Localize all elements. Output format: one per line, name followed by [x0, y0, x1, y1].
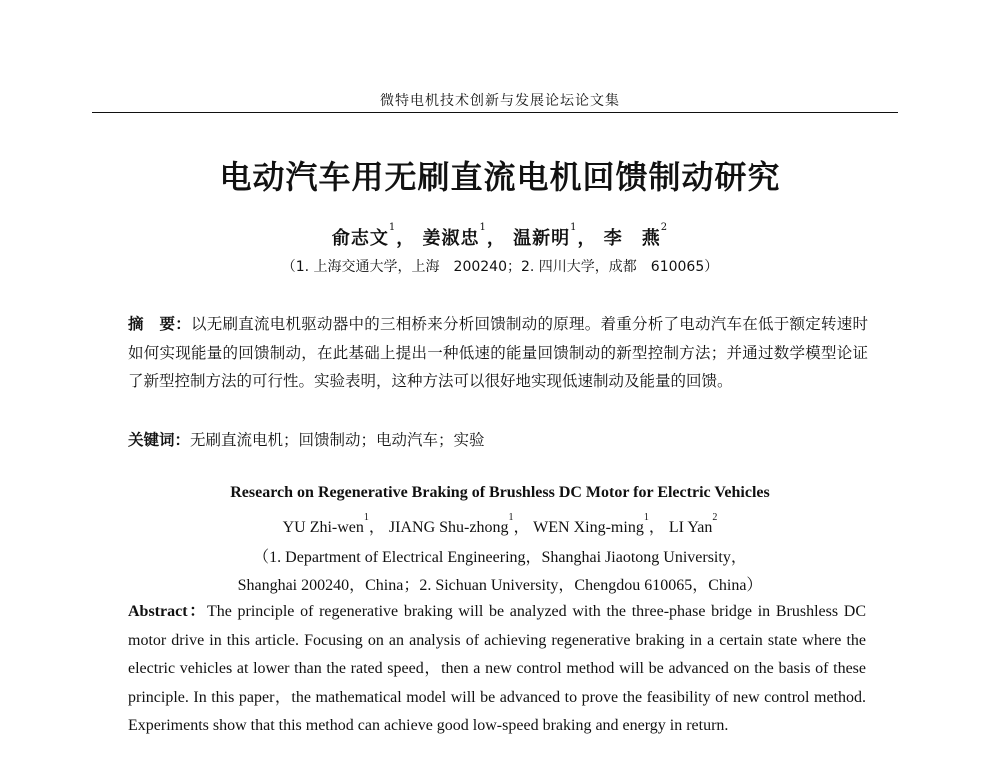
running-header: 微特电机技术创新与发展论坛论文集 — [380, 93, 620, 109]
author-en: JIANG Shu-zhong — [388, 519, 509, 536]
author-zh: 李 燕 — [603, 228, 661, 249]
header-rule — [92, 112, 898, 113]
author-en: WEN Xing-ming — [533, 519, 644, 536]
author-aff-mark: 2 — [712, 512, 718, 523]
author-aff-mark: 1 — [570, 222, 578, 233]
abstract-zh-text: 以无刷直流电机驱动器中的三相桥来分析回馈制动的原理。着重分析了电动汽车在低于额定转速时如何实现能量的回馈制动，在此基础上提出一种低速的能量回馈制动的新型控制方法；并通过数学模型论证了新型控制方法的可行性。实验表明，这种方法可以很好地实现低速制动及能量的回馈。 — [128, 315, 868, 390]
keywords-zh-text: 无刷直流电机；回馈制动；电动汽车；实验 — [190, 431, 485, 449]
author-zh: 温新明 — [513, 228, 571, 249]
authors-zh: 俞志文$^1$， 姜淑忠$^1$， 温新明$^1$， 李 燕$^2$ — [331, 222, 669, 249]
abstract-en-text: The principle of regenerative braking will be analyzed with the three-phase bridge in Brushless DC motor drive in this article. Focusing on an analysis of achieving regenerative braking in a certain state where the electric vehicles at lower than the rated speed，then a new control method will be advanced on the basis of these principle. In this paper，the mathematical model will be advanced to prove the feasibility of new control method. Experiments show that this method can achieve good low-speed braking and energy in return. — [128, 603, 867, 734]
author-en: YU Zhi-wen — [282, 519, 364, 536]
keywords-zh — [128, 428, 868, 452]
paper-title-zh: 电动汽车用无刷直流电机回馈制动研究 — [219, 158, 781, 196]
author-aff-mark: 2 — [660, 222, 669, 233]
author-aff-mark: 1 — [508, 512, 514, 523]
author-en: LI Yan — [668, 519, 713, 536]
author-aff-mark: 1 — [479, 222, 487, 233]
authors-en: YU Zhi-wen$^1$， JIANG Shu-zhong$^1$， WEN Xing-ming$^1$， LI Yan$^2$ — [282, 512, 718, 536]
author-aff-mark: 1 — [388, 222, 397, 233]
abstract-en — [128, 598, 866, 741]
author-zh: 俞志文 — [331, 228, 389, 249]
abstract-zh — [128, 310, 868, 396]
abstract-zh-label: 摘 要： — [128, 315, 191, 333]
paper-title-en: Research on Regenerative Braking of Brushless DC Motor for Electric Vehicles — [230, 484, 770, 501]
affiliation-en-line1: （1. Department of Electrical Engineering，Shanghai Jiaotong University， — [253, 549, 747, 566]
abstract-en-label: Abstract： — [128, 603, 207, 620]
keywords-zh-label: 关键词： — [128, 431, 191, 449]
author-aff-mark: 1 — [363, 512, 369, 523]
affiliation-en-line2: Shanghai 200240，China；2. Sichuan University，Chengdou 610065，China） — [237, 577, 763, 594]
author-zh: 姜淑忠 — [422, 228, 480, 249]
affiliation-zh: （1. 上海交通大学，上海 200240；2. 四川大学，成都 610065） — [281, 259, 719, 275]
author-aff-mark: 1 — [643, 512, 649, 523]
